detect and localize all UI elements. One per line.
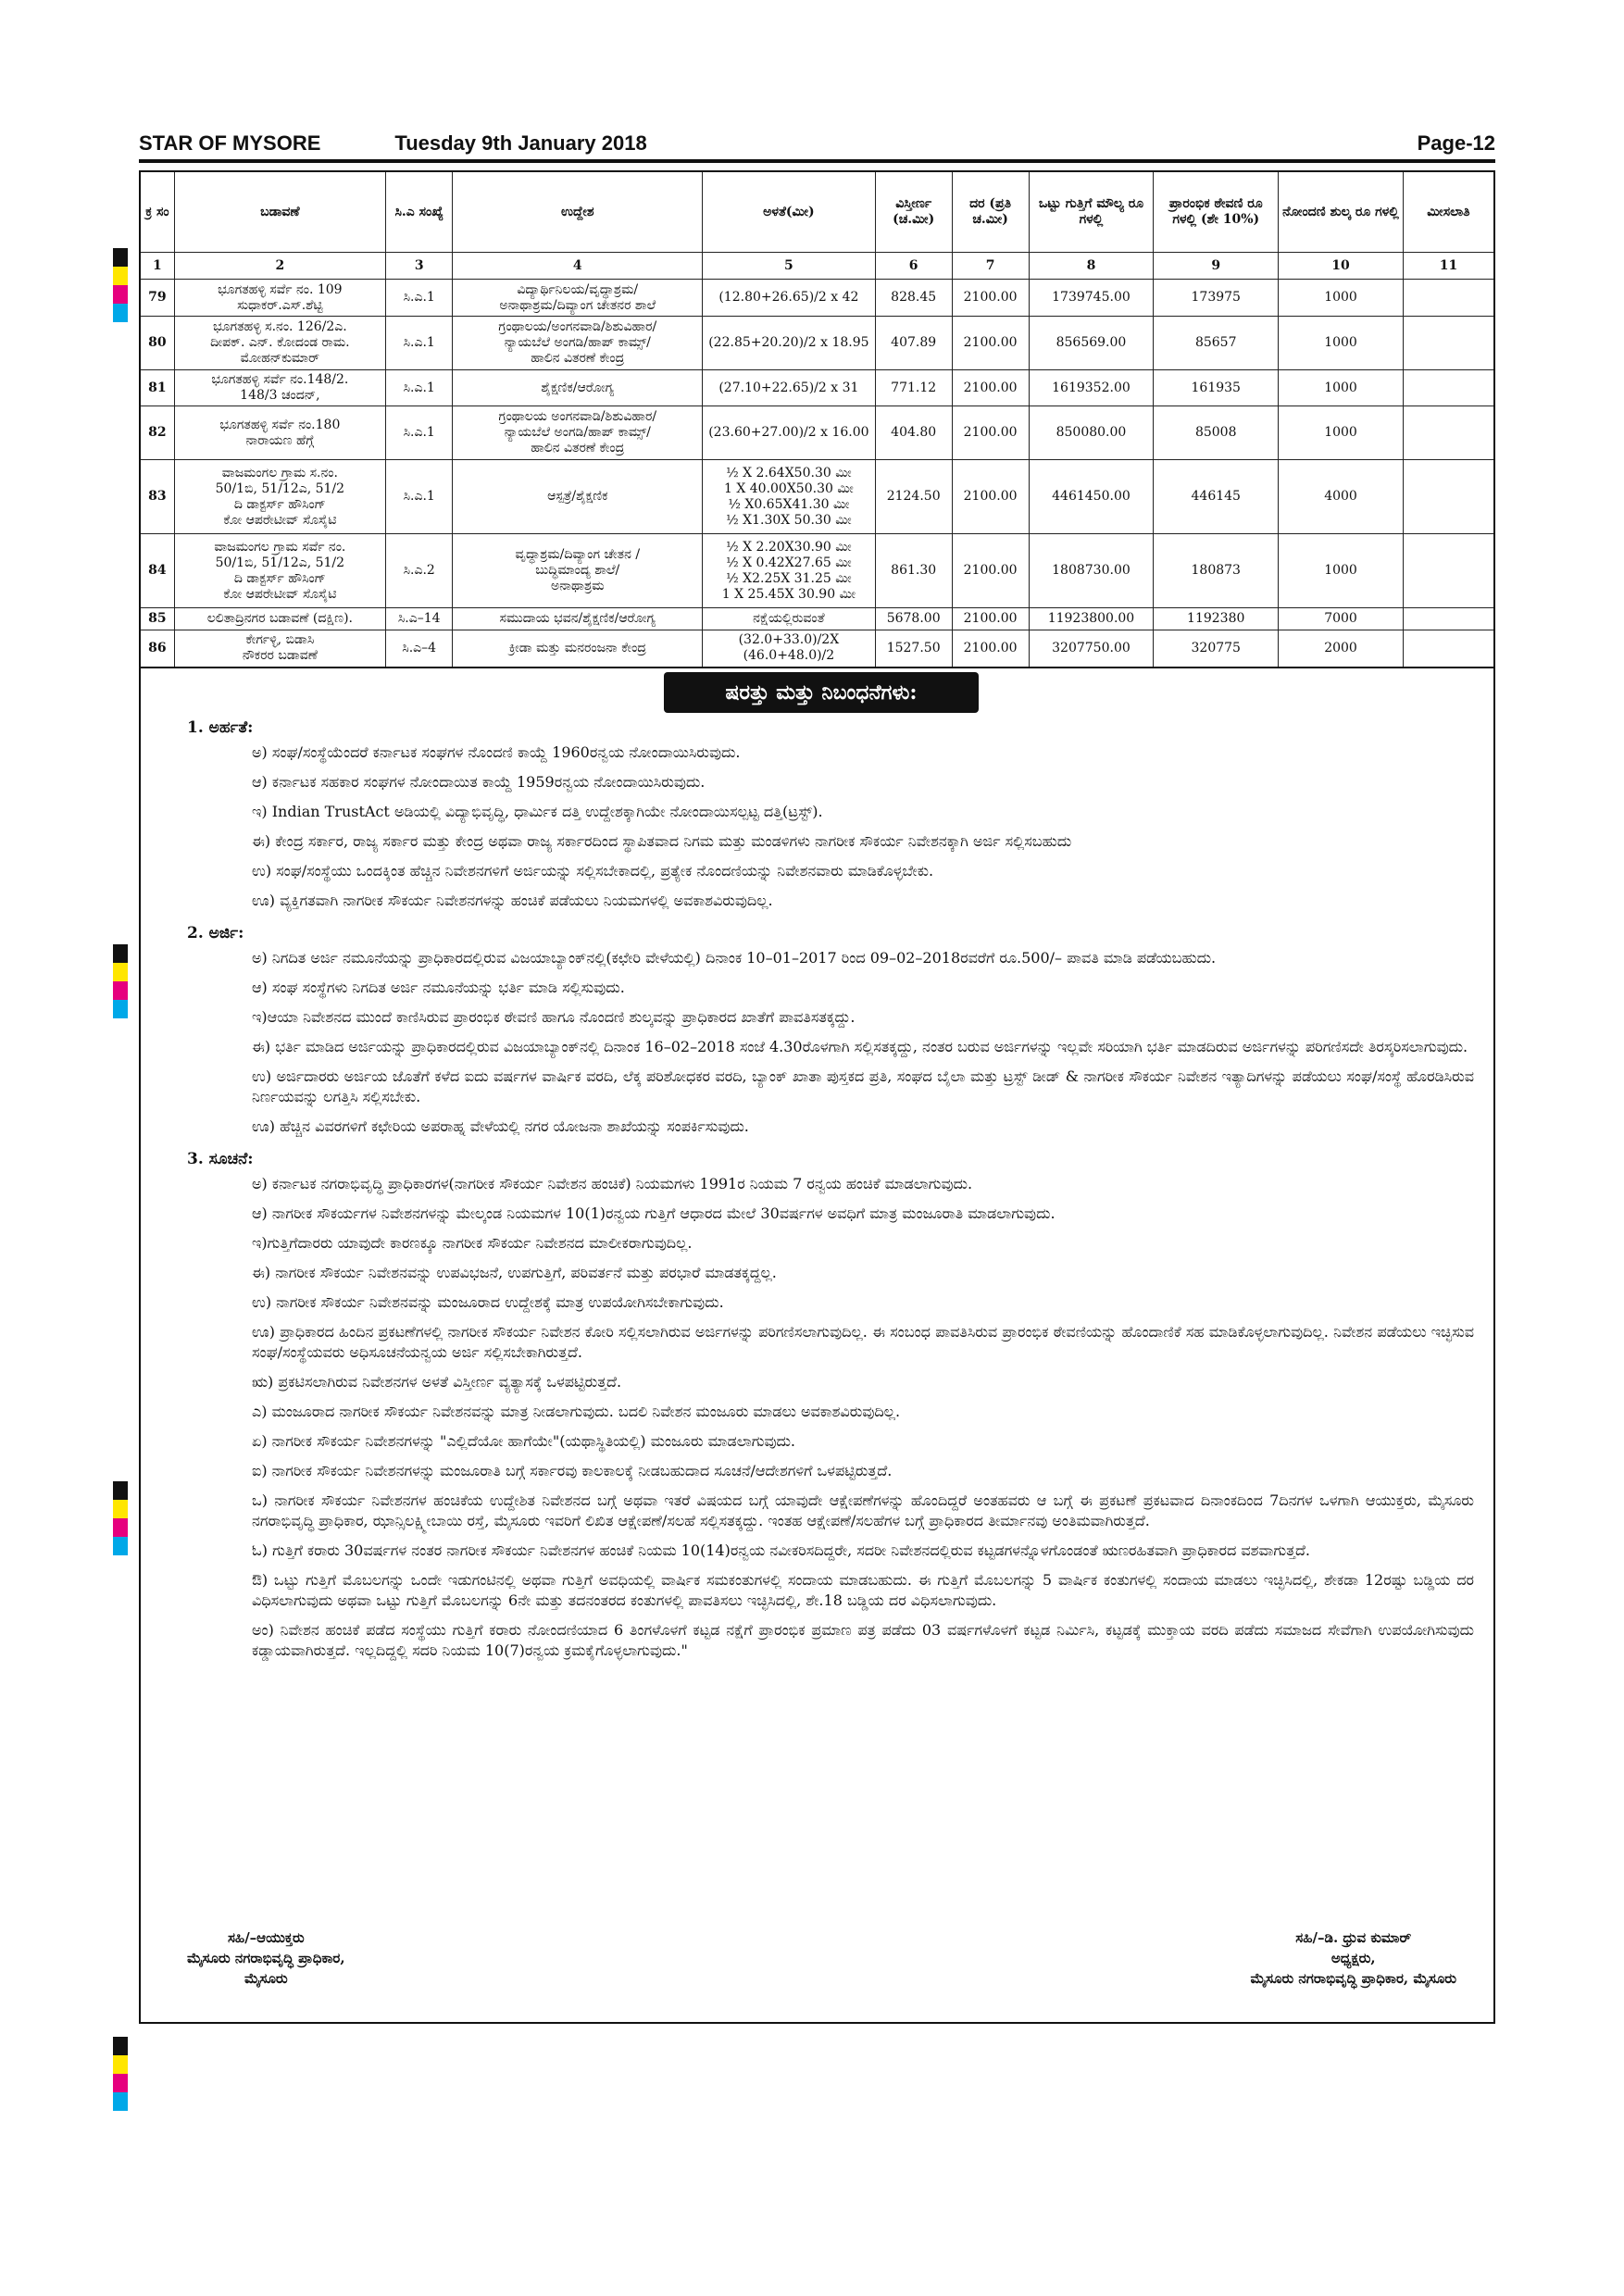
- rate-cell: 2100.00: [952, 406, 1029, 460]
- deposit-cell: 85008: [1154, 406, 1279, 460]
- term-item: ಉ) ಸಂಘ/ಸಂಸ್ಥೆಯು ಒಂದಕ್ಕಿಂತ ಹೆಚ್ಚಿನ ನಿವೇಶನಗಳಿಗೆ ಅರ್ಜಿಯನ್ನು ಸಲ್ಲಿಸಬೇಕಾದಲ್ಲಿ, ಪ್ರತ್ಯೇಕ ನೊಂದಣಿಯನ್ನು ನಿವೇಶನವಾರು ಮಾಡಿಕೊಳ್ಳಬೇಕು.: [252, 861, 934, 880]
- column-header: ದರ (ಪ್ರತಿ ಚ.ಮೀ): [952, 171, 1029, 253]
- table-row: [140, 280, 1494, 317]
- registration-fee-cell: 1000: [1279, 317, 1404, 370]
- purpose-cell-line: ಶೈಕ್ಷಣಿಕ/ಆರೋಗ್ಯ: [541, 380, 615, 395]
- purpose-cell-line: ನ್ಯಾಯಬೆಲೆ ಅಂಗಡಿ/ಹಾಪ್ ಕಾಮ್ಸ್/: [504, 425, 651, 440]
- total-lease-cell: 1739745.00: [1029, 280, 1154, 317]
- term-item: ಓ) ಗುತ್ತಿಗೆ ಕರಾರು 30ವರ್ಷಗಳ ನಂತರ ನಾಗರೀಕ ಸೌಕರ್ಯ ನಿವೇಶನಗಳ ಹಂಚಿಕೆ ನಿಯಮ 10(14)ರನ್ವಯ ನವೀಕರಿಸದಿದ್ದರೇ, ಸದರೀ ನಿವೇಶನದಲ್ಲಿರುವ ಕಟ್ಟಡಗಳನ್ನೊಳಗೊಂಡಂತೆ ಋಣರಹಿತವಾಗಿ ಪ್ರಾಧಿಕಾರದ ವಶವಾಗುತ್ತದೆ.: [252, 1541, 1311, 1559]
- purpose-cell-line: ವೃದ್ಧಾಶ್ರಮ/ದಿವ್ಯಾಂಗ ಚೇತನ /: [515, 547, 641, 562]
- column-header: ನೋಂದಣಿ ಶುಲ್ಕ ರೂ ಗಳಲ್ಲಿ: [1279, 171, 1404, 253]
- term-item: ಆ) ಕರ್ನಾಟಕ ಸಹಕಾರ ಸಂಘಗಳ ನೋಂದಾಯಿತ ಕಾಯ್ದೆ 1959ರನ್ವಯ ನೋಂದಾಯಿಸಿರುವುದು.: [252, 772, 706, 791]
- area-cell: 5678.00: [875, 608, 952, 630]
- layout-cell-line: ಭೂಗತಹಳ್ಳಿ ಸರ್ವೆ ನಂ.148/2.: [211, 372, 349, 387]
- term-item: ಇ) Indian TrustAct ಅಡಿಯಲ್ಲಿ ವಿದ್ಯಾಭಿವೃದ್ಧಿ, ಧಾರ್ಮಿಕ ದತ್ತಿ ಉದ್ದೇಶಕ್ಕಾಗಿಯೇ ನೋಂದಾಯಿಸಲ್ಪಟ್ಟ ದತ್ತಿ(ಟ್ರಸ್ಟ್).: [252, 802, 823, 820]
- layout-cell-line: ಭೂಗತಹಳ್ಳಿ ಸರ್ವೆ ನಂ. 109: [218, 281, 343, 297]
- purpose-cell: [453, 608, 703, 630]
- terms-and-conditions: [139, 668, 1495, 2024]
- signature-line: ಸಹಿ/–ಆಯುಕ್ತರು: [227, 1928, 305, 1946]
- purpose-cell-line: ಕ್ರೀಡಾ ಮತ್ತು ಮನರಂಜನಾ ಕೇಂದ್ರ: [508, 640, 646, 655]
- serial-number: 81: [140, 370, 174, 406]
- column-header: ಕ್ರ ಸಂ: [140, 171, 174, 253]
- term-item: ಔ) ಒಟ್ಟು ಗುತ್ತಿಗೆ ಮೊಬಲಗನ್ನು ಒಂದೇ ಇಡುಗಂಟಿನಲ್ಲಿ ಅಥವಾ ಗುತ್ತಿಗೆ ಅವಧಿಯಲ್ಲಿ ವಾರ್ಷಿಕ ಸಮಕಂತುಗಳಲ್ಲಿ ಸಂದಾಯ ಮಾಡಬಹುದು. ಈ ಗುತ್ತಿಗೆ ಮೊಬಲಗನ್ನು 5 ವಾರ್ಷಿಕ ಕಂತುಗಳಲ್ಲಿ ಸಂದಾಯ ಮಾಡಲು ಇಚ್ಛಿಸಿದಲ್ಲಿ, ಶೇಕಡಾ 12ರಷ್ಟು ಬಡ್ಡಿಯ ದರ ವಿಧಿಸಲಾಗುವುದು ಅಥವಾ ಒಟ್ಟು ಗುತ್ತಿಗೆ ಮೊಬಲಗನ್ನು 6ನೇ ಮತ್ತು ತದನಂತರದ ಕಂತುಗಳಲ್ಲಿ ಪಾವತಿಸಲು ಇಚ್ಛಿಸಿದಲ್ಲಿ, ಶೇ.18 ಬಡ್ಡಿಯ ದರ ವಿಧಿಸಲಾಗುವುದು.: [252, 1570, 1474, 1609]
- purpose-cell-line: ಅನಾಥಾಶ್ರಮ/ದಿವ್ಯಾಂಗ ಚೇತನರ ಶಾಲೆ: [499, 297, 656, 313]
- dimensions-cell: [703, 608, 876, 630]
- masthead: [139, 128, 1495, 163]
- dimensions-cell-line: (46.0+48.0)/2: [743, 648, 835, 664]
- dimensions-cell-line: 1 X 40.00X50.30 ಮೀ: [723, 480, 854, 496]
- deposit-cell: 161935: [1154, 370, 1279, 406]
- total-lease-cell: 1808730.00: [1029, 534, 1154, 608]
- term-item: ಏ) ನಾಗರೀಕ ಸೌಕರ್ಯ ನಿವೇಶನಗಳನ್ನು "ಎಲ್ಲಿದೆಯೋ ಹಾಗೆಯೇ"(ಯಥಾಸ್ಥಿತಿಯಲ್ಲಿ) ಮಂಜೂರು ಮಾಡಲಾಗುವುದು.: [252, 1431, 796, 1450]
- column-header: ಉದ್ದೇಶ: [453, 171, 703, 253]
- serial-number: 84: [140, 534, 174, 608]
- dimensions-cell-line: (23.60+27.00)/2 x 16.00: [708, 425, 869, 440]
- deposit-cell: 1192380: [1154, 608, 1279, 630]
- ca-number-cell: ಸಿ.ಎ.1: [385, 460, 453, 534]
- reservation-cell: [1403, 630, 1494, 668]
- area-cell: 404.80: [875, 406, 952, 460]
- term-item: ಇ)ಆಯಾ ನಿವೇಶನದ ಮುಂದೆ ಕಾಣಿಸಿರುವ ಪ್ರಾರಂಭಿಕ ಠೇವಣಿ ಹಾಗೂ ನೊಂದಣಿ ಶುಲ್ಕವನ್ನು ಪ್ರಾಧಿಕಾರದ ಖಾತೆಗೆ ಪಾವತಿಸತಕ್ಕದ್ದು.: [252, 1007, 856, 1026]
- deposit-cell: 320775: [1154, 630, 1279, 668]
- dimensions-cell-line: ½ X 2.20X30.90 ಮೀ: [726, 539, 852, 555]
- dimensions-cell-line: ½ X0.65X41.30 ಮೀ: [728, 496, 850, 512]
- term-item: ಋ) ಪ್ರಕಟಿಸಲಾಗಿರುವ ನಿವೇಶನಗಳ ಅಳತೆ ವಿಸ್ತೀರ್ಣ ವ್ಯತ್ಯಾಸಕ್ಕೆ ಒಳಪಟ್ಟಿರುತ್ತದೆ.: [252, 1372, 622, 1391]
- purpose-cell-line: ಸಮುದಾಯ ಭವನ/ಶೈಕ್ಷಣಿಕ/ಆರೋಗ್ಯ: [499, 611, 656, 626]
- dimensions-cell-line: (27.10+22.65)/2 x 31: [718, 380, 859, 395]
- deposit-cell: 85657: [1154, 317, 1279, 370]
- registration-fee-cell: 1000: [1279, 406, 1404, 460]
- layout-cell-line: ಭೂಗತಹಳ್ಳಿ ಸರ್ವೆ ನಂ.180: [219, 417, 341, 432]
- term-item: ಈ) ಭರ್ತಿ ಮಾಡಿದ ಅರ್ಜಿಯನ್ನು ಪ್ರಾಧಿಕಾರದಲ್ಲಿರುವ ವಿಜಯಾಬ್ಯಾಂಕ್‌ನಲ್ಲಿ ದಿನಾಂಕ 16–02–2018 ಸಂಜೆ 4.30ರೊಳಗಾಗಿ ಸಲ್ಲಿಸತಕ್ಕದ್ದು, ನಂತರ ಬರುವ ಅರ್ಜಿಗಳನ್ನು ಇಲ್ಲವೇ ಸರಿಯಾಗಿ ಭರ್ತಿ ಮಾಡದಿರುವ ಅರ್ಜಿಗಳನ್ನು ಪರಿಗಣಿಸದೇ ತಿರಸ್ಕರಿಸಲಾಗುವುದು.: [252, 1037, 1468, 1055]
- total-lease-cell: 856569.00: [1029, 317, 1154, 370]
- table-row: [140, 370, 1494, 406]
- term-item: ಐ) ನಾಗರೀಕ ಸೌಕರ್ಯ ನಿವೇಶನಗಳನ್ನು ಮಂಜೂರಾತಿ ಬಗ್ಗೆ ಸರ್ಕಾರವು ಕಾಲಕಾಲಕ್ಕೆ ನೀಡಬಹುದಾದ ಸೂಚನೆ/ಆದೇಶಗಳಿಗೆ ಒಳಪಟ್ಟಿರುತ್ತದೆ.: [252, 1461, 893, 1479]
- layout-cell-line: ಕೇರ್ಗಳ್ಳಿ, ಬಿಡಾಸಿ: [245, 632, 315, 648]
- area-cell: 828.45: [875, 280, 952, 317]
- layout-cell-line: ಕೋ ಆಪರೇಟೀವ್ ಸೊಸೈಟಿ: [223, 586, 337, 602]
- term-item: ಈ) ಕೇಂದ್ರ ಸರ್ಕಾರ, ರಾಜ್ಯ ಸರ್ಕಾರ ಮತ್ತು ಕೇಂದ್ರ ಅಥವಾ ರಾಜ್ಯ ಸರ್ಕಾರದಿಂದ ಸ್ಥಾಪಿತವಾದ ನಿಗಮ ಮತ್ತು ಮಂಡಳಿಗಳು ನಾಗರೀಕ ಸೌಕರ್ಯ ನಿವೇಶನಕ್ಕಾಗಿ ಅರ್ಜಿ ಸಲ್ಲಿಸಬಹುದು: [252, 831, 1072, 850]
- purpose-cell-line: ಗ್ರಂಥಾಲಯ/ಅಂಗನವಾಡಿ/ಶಿಶುವಿಹಾರ/: [498, 319, 657, 334]
- column-number: 8: [1029, 253, 1154, 280]
- layout-cell-line: ದಿ ಡಾಕ್ಟರ್ಸ್ ಹೌಸಿಂಗ್: [233, 570, 326, 586]
- color-registration-strip: [113, 248, 128, 322]
- layout-cell: [174, 460, 385, 534]
- purpose-cell-line: ಹಾಲಿನ ವಿತರಣೆ ಕೇಂದ್ರ: [531, 441, 625, 455]
- registration-fee-cell: 1000: [1279, 280, 1404, 317]
- layout-cell-line: 148/3 ಚಂದನ್,: [240, 388, 320, 403]
- term-item: ಅ) ನಿಗದಿತ ಅರ್ಜಿ ನಮೂನೆಯನ್ನು ಪ್ರಾಧಿಕಾರದಲ್ಲಿರುವ ವಿಜಯಾಬ್ಯಾಂಕ್‌ನಲ್ಲಿ(ಕಛೇರಿ ವೇಳೆಯಲ್ಲಿ) ದಿನಾಂಕ 10–01–2017 ರಿಂದ 09–02–2018ರವರೆಗೆ ರೂ.500/– ಪಾವತಿ ಮಾಡಿ ಪಡೆಯಬಹುದು.: [252, 948, 1217, 967]
- reservation-cell: [1403, 460, 1494, 534]
- layout-cell-line: ನಾರಾಯಣ ಹೆಗ್ಗೆ: [245, 432, 315, 448]
- dimensions-cell: [703, 534, 876, 608]
- layout-cell-line: ನೌಕರರ ಬಡಾವಣೆ: [242, 648, 318, 664]
- dimensions-cell: [703, 460, 876, 534]
- reservation-cell: [1403, 534, 1494, 608]
- reservation-cell: [1403, 317, 1494, 370]
- term-item: ಉ) ಅರ್ಜಿದಾರರು ಅರ್ಜಿಯ ಜೊತೆಗೆ ಕಳೆದ ಐದು ವರ್ಷಗಳ ವಾರ್ಷಿಕ ವರದಿ, ಲೆಕ್ಕ ಪರಿಶೋಧಕರ ವರದಿ, ಬ್ಯಾಂಕ್ ಖಾತಾ ಪುಸ್ತಕದ ಪ್ರತಿ, ಸಂಘದ ಬೈಲಾ ಮತ್ತು ಟ್ರಸ್ಟ್ ಡೀಡ್ & ನಾಗರೀಕ ಸೌಕರ್ಯ ನಿವೇಶನ ಇತ್ಯಾದಿಗಳನ್ನು ಪಡೆಯಲು ಸಂಘ/ಸಂಸ್ಥೆ ಹೊರಡಿಸಿರುವ ನಿರ್ಣಯವನ್ನು ಲಗತ್ತಿಸಿ ಸಲ್ಲಿಸಬೇಕು.: [252, 1067, 1474, 1105]
- rate-cell: 2100.00: [952, 370, 1029, 406]
- column-number: 7: [952, 253, 1029, 280]
- purpose-cell-line: ಹಾಲಿನ ವಿತರಣೆ ಕೇಂದ್ರ: [531, 351, 625, 366]
- signature-line: ಸಹಿ/–ಡಿ. ಧ್ರುವ ಕುಮಾರ್: [1295, 1928, 1412, 1946]
- dimensions-cell-line: ½ X1.30X 50.30 ಮೀ: [726, 512, 852, 528]
- signature-line: ಮೈಸೂರು: [244, 1969, 288, 1987]
- serial-number: 80: [140, 317, 174, 370]
- dimensions-cell-line: 1 X 25.45X 30.90 ಮೀ: [721, 586, 856, 602]
- rate-cell: 2100.00: [952, 460, 1029, 534]
- column-header: ಮೀಸಲಾತಿ: [1403, 171, 1494, 253]
- term-item: ಅಂ) ನಿವೇಶನ ಹಂಚಿಕೆ ಪಡೆದ ಸಂಸ್ಥೆಯು ಗುತ್ತಿಗೆ ಕರಾರು ನೋಂದಣಿಯಾದ 6 ತಿಂಗಳೊಳಗೆ ಕಟ್ಟಡ ನಕ್ಷೆಗೆ ಪ್ರಾರಂಭಿಕ ಪ್ರಮಾಣ ಪತ್ರ ಪಡೆದು 03 ವರ್ಷಗಳೊಳಗೆ ಕಟ್ಟಡ ನಿರ್ಮಿಸಿ, ಕಟ್ಟಡಕ್ಕೆ ಮುಕ್ತಾಯ ವರದಿ ಪಡೆದು ಸಮಾಜದ ಸೇವೆಗಾಗಿ ಉಪಯೋಗಿಸುವುದು ಕಡ್ಡಾಯವಾಗಿರುತ್ತದೆ. ಇಲ್ಲದಿದ್ದಲ್ಲಿ ಸದರಿ ನಿಯಮ 10(7)ರನ್ವಯ ಕ್ರಮಕೈಗೊಳ್ಳಲಾಗುವುದು.": [252, 1620, 1474, 1659]
- reservation-cell: [1403, 280, 1494, 317]
- layout-cell-line: ದಿ ಡಾಕ್ಟರ್ಸ್ ಹೌಸಿಂಗ್: [233, 496, 326, 512]
- column-number: 6: [875, 253, 952, 280]
- newspaper-page: [139, 128, 1495, 2024]
- rate-cell: 2100.00: [952, 608, 1029, 630]
- purpose-cell: [453, 534, 703, 608]
- dimensions-cell-line: (22.85+20.20)/2 x 18.95: [708, 335, 869, 350]
- column-header: ಪ್ರಾರಂಭಿಕ ಠೇವಣಿ ರೂ ಗಳಲ್ಲಿ (ಶೇ 10%): [1154, 171, 1279, 253]
- term-item: ಊ) ವ್ಯಕ್ತಿಗತವಾಗಿ ನಾಗರೀಕ ಸೌಕರ್ಯ ನಿವೇಶನಗಳನ್ನು ಹಂಚಿಕೆ ಪಡೆಯಲು ನಿಯಮಗಳಲ್ಲಿ ಅವಕಾಶವಿರುವುದಿಲ್ಲ.: [252, 891, 773, 909]
- layout-cell: [174, 406, 385, 460]
- column-number: 4: [453, 253, 703, 280]
- area-cell: 2124.50: [875, 460, 952, 534]
- registration-fee-cell: 7000: [1279, 608, 1404, 630]
- deposit-cell: 446145: [1154, 460, 1279, 534]
- purpose-cell-line: ನ್ಯಾಯಬೆಲೆ ಅಂಗಡಿ/ಹಾಪ್ ಕಾಮ್ಸ್/: [504, 335, 651, 350]
- layout-cell-line: ಕೋ ಆಪರೇಟೀವ್ ಸೊಸೈಟಿ: [223, 512, 337, 528]
- column-header: ಅಳತೆ(ಮೀ): [703, 171, 876, 253]
- dimensions-cell: [703, 630, 876, 668]
- registration-fee-cell: 1000: [1279, 534, 1404, 608]
- column-number: 9: [1154, 253, 1279, 280]
- ca-number-cell: ಸಿ.ಎ.1: [385, 406, 453, 460]
- total-lease-cell: 11923800.00: [1029, 608, 1154, 630]
- ca-number-cell: ಸಿ.ಎ.2: [385, 534, 453, 608]
- total-lease-cell: 4461450.00: [1029, 460, 1154, 534]
- layout-cell-line: 50/1ಬಿ, 51/12ಎ, 51/2: [215, 480, 345, 496]
- term-item: ಊ) ಹೆಚ್ಚಿನ ವಿವರಗಳಿಗೆ ಕಛೇರಿಯ ಅಪರಾಹ್ನ ವೇಳೆಯಲ್ಲಿ ನಗರ ಯೋಜನಾ ಶಾಖೆಯನ್ನು ಸಂಪರ್ಕಿಸುವುದು.: [252, 1117, 749, 1135]
- term-item: ಒ) ನಾಗರೀಕ ಸೌಕರ್ಯ ನಿವೇಶನಗಳ ಹಂಚಿಕೆಯ ಉದ್ದೇಶಿತ ನಿವೇಶನದ ಬಗ್ಗೆ ಅಥವಾ ಇತರೆ ವಿಷಯದ ಬಗ್ಗೆ ಯಾವುದೇ ಆಕ್ಷೇಪಣೆಗಳನ್ನು ಹೊಂದಿದ್ದರೆ ಅಂತಹವರು ಆ ಬಗ್ಗೆ ಈ ಪ್ರಕಟಣೆ ಪ್ರಕಟವಾದ ದಿನಾಂಕದಿಂದ 7ದಿನಗಳ ಒಳಗಾಗಿ ಆಯುಕ್ತರು, ಮೈಸೂರು ನಗರಾಭಿವೃದ್ಧಿ ಪ್ರಾಧಿಕಾರ, ಝಾನ್ಸಿಲಕ್ಷ್ಮೀಬಾಯಿ ರಸ್ತೆ, ಮೈಸೂರು ಇವರಿಗೆ ಲಿಖಿತ ಆಕ್ಷೇಪಣೆ/ಸಲಹೆ ಸಲ್ಲಿಸತಕ್ಕದ್ದು. ಇಂತಹ ಆಕ್ಷೇಪಣೆ/ಸಲಹೆಗಳ ಬಗ್ಗೆ ಪ್ರಾಧಿಕಾರದ ತೀರ್ಮಾನವು ಅಂತಿಮವಾಗಿರುತ್ತದೆ.: [252, 1491, 1474, 1529]
- reservation-cell: [1403, 370, 1494, 406]
- dimensions-cell-line: ½ X 2.64X50.30 ಮೀ: [726, 465, 852, 480]
- table-row: [140, 630, 1494, 668]
- column-number: 3: [385, 253, 453, 280]
- serial-number: 85: [140, 608, 174, 630]
- ca-number-cell: ಸಿ.ಎ.1: [385, 317, 453, 370]
- dimensions-cell: [703, 406, 876, 460]
- dimensions-cell-line: ½ X2.25X 31.25 ಮೀ: [726, 570, 852, 586]
- rate-cell: 2100.00: [952, 280, 1029, 317]
- layout-cell: [174, 534, 385, 608]
- serial-number: 82: [140, 406, 174, 460]
- color-registration-strip: [113, 944, 128, 1018]
- deposit-cell: 173975: [1154, 280, 1279, 317]
- total-lease-cell: 1619352.00: [1029, 370, 1154, 406]
- issue-date: Tuesday 9th January 2018: [394, 131, 647, 155]
- layout-cell: [174, 280, 385, 317]
- purpose-cell: [453, 280, 703, 317]
- ca-number-cell: ಸಿ.ಎ–4: [385, 630, 453, 668]
- term-item: ಅ) ಕರ್ನಾಟಕ ನಗರಾಭಿವೃದ್ಧಿ ಪ್ರಾಧಿಕಾರಗಳ(ನಾಗರೀಕ ಸೌಕರ್ಯ ನಿವೇಶನ ಹಂಚಿಕೆ) ನಿಯಮಗಳು 1991ರ ನಿಯಮ 7 ರನ್ವಯ ಹಂಚಿಕೆ ಮಾಡಲಾಗುವುದು.: [252, 1174, 973, 1192]
- layout-cell-line: 50/1ಬಿ, 51/12ಎ, 51/2: [215, 555, 345, 570]
- layout-cell-line: ದೀಪಕ್. ಎನ್. ಕೋದಂಡ ರಾಮ.: [210, 335, 350, 350]
- column-number: 2: [174, 253, 385, 280]
- layout-cell-line: ವಾಜಮಂಗಲ ಗ್ರಾಮ ಸರ್ವೆ ನಂ.: [214, 539, 346, 555]
- purpose-cell: [453, 406, 703, 460]
- dimensions-cell-line: (12.80+26.65)/2 x 42: [718, 290, 859, 305]
- page-number: Page-12: [1417, 131, 1495, 155]
- rate-cell: 2100.00: [952, 630, 1029, 668]
- dimensions-cell-line: ನಕ್ಷೆಯಲ್ಲಿರುವಂತೆ: [753, 611, 825, 626]
- layout-cell-line: ಸುಧಾಕರ್.ಎಸ್.ಶೆಟ್ಟಿ: [237, 297, 323, 313]
- column-header: ಬಡಾವಣೆ: [174, 171, 385, 253]
- term-item: ಎ) ಮಂಜೂರಾದ ನಾಗರೀಕ ಸೌಕರ್ಯ ನಿವೇಶನವನ್ನು ಮಾತ್ರ ನೀಡಲಾಗುವುದು. ಬದಲಿ ನಿವೇಶನ ಮಂಜೂರು ಮಾಡಲು ಅವಕಾಶವಿರುವುದಿಲ್ಲ.: [252, 1402, 901, 1420]
- terms-sections: [187, 705, 1474, 1670]
- layout-cell-line: ಲಲಿತಾದ್ರಿನಗರ ಬಡಾವಣೆ (ದಕ್ಷಿಣ).: [206, 611, 353, 626]
- purpose-cell-line: ಆಸ್ಪತ್ರೆ/ಶೈಕ್ಷಣಿಕ: [547, 489, 608, 504]
- column-header: ಸಿ.ಎ ಸಂಖ್ಯೆ: [385, 171, 453, 253]
- purpose-cell-line: ಗ್ರಂಥಾಲಯ ಅಂಗನವಾಡಿ/ಶಿಶುವಿಹಾರ/: [498, 409, 657, 424]
- reservation-cell: [1403, 608, 1494, 630]
- dimensions-cell: [703, 370, 876, 406]
- dimensions-cell: [703, 280, 876, 317]
- area-cell: 771.12: [875, 370, 952, 406]
- term-item: ಆ) ನಾಗರೀಕ ಸೌಕರ್ಯಗಳ ನಿವೇಶನಗಳನ್ನು ಮೇಲ್ಕಂಡ ನಿಯಮಗಳ 10(1)ರನ್ವಯ ಗುತ್ತಿಗೆ ಆಧಾರದ ಮೇಲೆ 30ವರ್ಷಗಳ ಅವಧಿಗೆ ಮಾತ್ರ ಮಂಜೂರಾತಿ ಮಾಡಲಾಗುವುದು.: [252, 1204, 1056, 1222]
- reservation-cell: [1403, 406, 1494, 460]
- paper-name: STAR OF MYSORE: [139, 131, 321, 155]
- ca-number-cell: ಸಿ.ಎ.1: [385, 370, 453, 406]
- column-number: 11: [1403, 253, 1494, 280]
- purpose-cell-line: ಅನಾಥಾಶ್ರಮ: [551, 579, 605, 593]
- column-number: 5: [703, 253, 876, 280]
- rate-cell: 2100.00: [952, 534, 1029, 608]
- signature-line: ಮೈಸೂರು ನಗರಾಭಿವೃದ್ಧಿ ಪ್ರಾಧಿಕಾರ,: [187, 1949, 345, 1966]
- table-row: [140, 406, 1494, 460]
- civic-amenity-sites-table: [139, 170, 1495, 668]
- table-row: [140, 317, 1494, 370]
- dimensions-cell-line: (32.0+33.0)/2X: [738, 632, 840, 648]
- column-number: 10: [1279, 253, 1404, 280]
- area-cell: 1527.50: [875, 630, 952, 668]
- term-item: ಅ) ಸಂಘ/ಸಂಸ್ಥೆಯೆಂದರೆ ಕರ್ನಾಟಕ ಸಂಘಗಳ ನೊಂದಣಿ ಕಾಯ್ದೆ 1960ರನ್ವಯ ನೋಂದಾಯಿಸಿರುವುದು.: [252, 742, 741, 761]
- serial-number: 86: [140, 630, 174, 668]
- purpose-cell-line: ವಿದ್ಯಾರ್ಥಿನಿಲಯ/ವೃದ್ಧಾಶ್ರಮ/: [517, 281, 639, 297]
- purpose-cell: [453, 317, 703, 370]
- ca-number-cell: ಸಿ.ಎ–14: [385, 608, 453, 630]
- column-number-row: [140, 253, 1494, 280]
- layout-cell: [174, 608, 385, 630]
- section-title: 1. ಅರ್ಹತೆ:: [187, 718, 254, 737]
- deposit-cell: 180873: [1154, 534, 1279, 608]
- column-header: ವಿಸ್ತೀರ್ಣ (ಚ.ಮೀ): [875, 171, 952, 253]
- area-cell: 861.30: [875, 534, 952, 608]
- color-registration-strip: [113, 2037, 128, 2111]
- table-header-row: [140, 171, 1494, 253]
- layout-cell: [174, 370, 385, 406]
- table-row: [140, 608, 1494, 630]
- column-header: ಒಟ್ಟು ಗುತ್ತಿಗೆ ಮೌಲ್ಯ ರೂ ಗಳಲ್ಲಿ: [1029, 171, 1154, 253]
- dimensions-cell: [703, 317, 876, 370]
- layout-cell-line: ವಾಜಮಂಗಲ ಗ್ರಾಮ ಸ.ನಂ.: [221, 465, 338, 480]
- purpose-cell: [453, 630, 703, 668]
- signatures: [187, 1928, 1456, 1989]
- serial-number: 83: [140, 460, 174, 534]
- total-lease-cell: 3207750.00: [1029, 630, 1154, 668]
- area-cell: 407.89: [875, 317, 952, 370]
- registration-fee-cell: 4000: [1279, 460, 1404, 534]
- layout-cell-line: ಭೂಗತಹಳ್ಳಿ ಸ.ನಂ. 126/2ಎ.: [213, 319, 347, 334]
- layout-cell-line: ಮೋಹನ್‌ಕುಮಾರ್: [240, 351, 320, 366]
- total-lease-cell: 850080.00: [1029, 406, 1154, 460]
- table-row: [140, 534, 1494, 608]
- rate-cell: 2100.00: [952, 317, 1029, 370]
- section-title: 3. ಸೂಚನೆ:: [187, 1149, 254, 1168]
- term-item: ಇ)ಗುತ್ತಿಗೆದಾರರು ಯಾವುದೇ ಕಾರಣಕ್ಕೂ ನಾಗರೀಕ ಸೌಕರ್ಯ ನಿವೇಶನದ ಮಾಲೀಕರಾಗುವುದಿಲ್ಲ.: [252, 1233, 693, 1252]
- color-registration-strip: [113, 1481, 128, 1555]
- signature-commissioner: [187, 1928, 345, 1989]
- layout-cell: [174, 630, 385, 668]
- registration-fee-cell: 1000: [1279, 370, 1404, 406]
- serial-number: 79: [140, 280, 174, 317]
- signature-line: ಮೈಸೂರು ನಗರಾಭಿವೃದ್ಧಿ ಪ್ರಾಧಿಕಾರ, ಮೈಸೂರು: [1250, 1969, 1456, 1987]
- purpose-cell-line: ಬುದ್ಧಿಮಾಂದ್ಯ ಶಾಲೆ/: [535, 563, 620, 578]
- section-title: 2. ಅರ್ಜಿ:: [187, 923, 244, 942]
- column-number: 1: [140, 253, 174, 280]
- term-item: ಉ) ನಾಗರೀಕ ಸೌಕರ್ಯ ನಿವೇಶನವನ್ನು ಮಂಜೂರಾದ ಉದ್ದೇಶಕ್ಕೆ ಮಾತ್ರ ಉಪಯೋಗಿಸಬೇಕಾಗುವುದು.: [252, 1292, 724, 1311]
- signature-chairman: [1251, 1928, 1456, 1989]
- terms-banner: ಷರತ್ತು ಮತ್ತು ನಿಬಂಧನೆಗಳು:: [664, 672, 979, 713]
- term-item: ಊ) ಪ್ರಾಧಿಕಾರದ ಹಿಂದಿನ ಪ್ರಕಟಣೆಗಳಲ್ಲಿ ನಾಗರೀಕ ಸೌಕರ್ಯ ನಿವೇಶನ ಕೋರಿ ಸಲ್ಲಿಸಲಾಗಿರುವ ಅರ್ಜಿಗಳನ್ನು ಪರಿಗಣಿಸಲಾಗುವುದಿಲ್ಲ. ಈ ಸಂಬಂಧ ಪಾವತಿಸಿರುವ ಪ್ರಾರಂಭಿಕ ಠೇವಣಿಯನ್ನು ಹೊಂದಾಣಿಕೆ ಸಹ ಮಾಡಿಕೊಳ್ಳಲಾಗುವುದಿಲ್ಲ. ನಿವೇಶನ ಪಡೆಯಲು ಇಚ್ಛಿಸುವ ಸಂಘ/ಸಂಸ್ಥೆಯವರು ಅಧಿಸೂಚನೆಯನ್ವಯ ಅರ್ಜಿ ಸಲ್ಲಿಸಬೇಕಾಗಿರುತ್ತದೆ.: [252, 1322, 1474, 1361]
- purpose-cell: [453, 460, 703, 534]
- purpose-cell: [453, 370, 703, 406]
- table-row: [140, 460, 1494, 534]
- registration-fee-cell: 2000: [1279, 630, 1404, 668]
- dimensions-cell-line: ½ X 0.42X27.65 ಮೀ: [726, 555, 852, 570]
- ca-number-cell: ಸಿ.ಎ.1: [385, 280, 453, 317]
- term-item: ಆ) ಸಂಘ ಸಂಸ್ಥೆಗಳು ನಿಗದಿತ ಅರ್ಜಿ ನಮೂನೆಯನ್ನು ಭರ್ತಿ ಮಾಡಿ ಸಲ್ಲಿಸುವುದು.: [252, 978, 625, 996]
- term-item: ಈ) ನಾಗರೀಕ ಸೌಕರ್ಯ ನಿವೇಶನವನ್ನು ಉಪವಿಭಜನೆ, ಉಪಗುತ್ತಿಗೆ, ಪರಿವರ್ತನೆ ಮತ್ತು ಪರಭಾರೆ ಮಾಡತಕ್ಕದ್ದಲ್ಲ.: [252, 1263, 777, 1281]
- signature-line: ಅಧ್ಯಕ್ಷರು,: [1330, 1949, 1376, 1966]
- layout-cell: [174, 317, 385, 370]
